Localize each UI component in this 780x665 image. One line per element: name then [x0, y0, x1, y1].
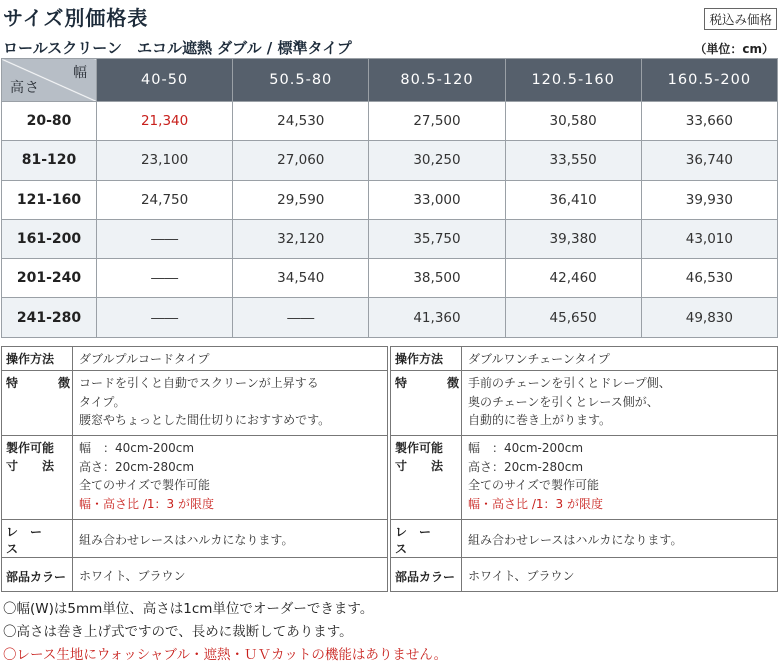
size-line: 全てのサイズで製作可能	[468, 478, 600, 492]
spec-label-feature-a: 特	[6, 376, 19, 390]
corner-header	[2, 59, 97, 102]
page-title: サイズ別価格表	[3, 6, 149, 30]
spec-row-feature	[2, 371, 388, 436]
table-row	[2, 180, 778, 219]
width-axis-label: 幅	[73, 65, 88, 81]
product-subtitle: ロールスクリーン エコル遮熱 ダブル / 標準タイプ	[3, 39, 352, 57]
height-row-header: 161-200	[2, 219, 97, 258]
spec-value-feature	[73, 371, 388, 436]
size-line: 幅 ：40cm-200cm	[79, 441, 195, 455]
price-cell: 49,830	[641, 298, 777, 337]
spec-value-lace: 組み合わせレースはハルカになります。	[462, 520, 778, 558]
note-item-warning: 〇レース生地にウォッシャブル・遮熱・ＵＶカットの機能はありません。	[3, 647, 448, 663]
price-cell: 27,060	[233, 141, 369, 180]
price-cell: 42,460	[505, 259, 641, 298]
spec-label-feature-b: 徴	[57, 376, 70, 390]
spec-label-size-a: 製作可能	[6, 441, 55, 455]
spec-row-color	[2, 558, 388, 592]
price-cell: 46,530	[641, 259, 777, 298]
price-cell: ――	[97, 298, 233, 337]
price-cell: 33,660	[641, 102, 777, 141]
spec-label-lace: レース	[2, 520, 73, 558]
feature-line: 自動的に巻き上がります。	[468, 413, 612, 427]
spec-value-lace: 組み合わせレースはハルカになります。	[73, 520, 388, 558]
spec-value-color: ホワイト、ブラウン	[73, 558, 388, 592]
price-cell: 30,250	[369, 141, 505, 180]
price-cell: 33,550	[505, 141, 641, 180]
price-cell: 45,650	[505, 298, 641, 337]
price-cell: 27,500	[369, 102, 505, 141]
price-cell: 43,010	[641, 219, 777, 258]
price-cell: 24,530	[233, 102, 369, 141]
feature-line: 腰窓やちょっとした間仕切りにおすすめです。	[79, 413, 331, 427]
spec-label-feature	[391, 371, 462, 436]
spec-row-operation	[391, 347, 778, 371]
table-row	[2, 141, 778, 180]
width-column-header: 160.5-200	[641, 59, 777, 102]
spec-label-color: 部品カラー	[391, 558, 462, 592]
price-cell: 33,000	[369, 180, 505, 219]
spec-row-operation	[2, 347, 388, 371]
price-cell: 38,500	[369, 259, 505, 298]
spec-row-feature	[391, 371, 778, 436]
spec-value-size	[462, 436, 778, 520]
width-column-header: 50.5-80	[233, 59, 369, 102]
height-axis-label: 高さ	[10, 80, 40, 96]
spec-label-feature-a: 特	[395, 376, 408, 390]
price-cell: 30,580	[505, 102, 641, 141]
feature-line: 手前のチェーンを引くとドレープ側、	[468, 376, 671, 390]
feature-line: 奥のチェーンを引くとレース側が、	[468, 394, 659, 409]
spec-label-size	[391, 436, 462, 520]
size-line: 高さ：20cm-280cm	[79, 459, 195, 474]
width-column-header: 120.5-160	[505, 59, 641, 102]
price-table	[1, 58, 778, 338]
width-column-header: 40-50	[97, 59, 233, 102]
size-line: 幅 ：40cm-200cm	[468, 441, 584, 455]
price-cell: 39,930	[641, 180, 777, 219]
size-ratio-note: 幅・高さ比 /1：3 が限度	[79, 496, 214, 511]
width-column-header: 80.5-120	[369, 59, 505, 102]
spec-row-lace	[2, 520, 388, 558]
spec-label-color: 部品カラー	[2, 558, 73, 592]
price-cell: 23,100	[97, 141, 233, 180]
spec-value-operation: ダブルワンチェーンタイプ	[462, 347, 778, 371]
spec-label-feature-b: 徴	[446, 376, 459, 390]
spec-value-feature	[462, 371, 778, 436]
spec-row-size	[2, 436, 388, 520]
table-row	[2, 102, 778, 141]
height-row-header: 121-160	[2, 180, 97, 219]
price-cell: 32,120	[233, 219, 369, 258]
spec-row-lace	[391, 520, 778, 558]
unit-label: （単位：cm）	[694, 42, 774, 56]
spec-label-size-a: 製作可能	[395, 441, 444, 455]
price-cell: 34,540	[233, 259, 369, 298]
spec-value-operation: ダブルプルコードタイプ	[73, 347, 388, 371]
spec-label-size-b: 寸 法	[6, 459, 55, 473]
height-row-header: 20-80	[2, 102, 97, 141]
spec-label-size	[2, 436, 73, 520]
price-cell: 36,740	[641, 141, 777, 180]
spec-label-lace: レース	[391, 520, 462, 558]
spec-row-color	[391, 558, 778, 592]
table-row	[2, 259, 778, 298]
note-item: 〇高さは巻き上げ式ですので、長めに裁断してあります。	[3, 624, 353, 640]
feature-line: タイプ。	[79, 394, 126, 409]
price-cell: ――	[233, 298, 369, 337]
price-cell: 35,750	[369, 219, 505, 258]
price-cell: 21,340	[97, 102, 233, 141]
height-row-header: 201-240	[2, 259, 97, 298]
price-cell: 39,380	[505, 219, 641, 258]
feature-line: コードを引くと自動でスクリーンが上昇する	[79, 376, 319, 390]
spec-label-operation: 操作方法	[391, 347, 462, 371]
spec-label-size-b: 寸 法	[395, 459, 444, 473]
spec-table-left	[1, 346, 388, 592]
size-line: 高さ：20cm-280cm	[468, 459, 584, 474]
table-row	[2, 219, 778, 258]
table-row	[2, 298, 778, 337]
price-cell: ――	[97, 259, 233, 298]
tax-included-badge: 税込み価格	[704, 8, 777, 30]
notes-list	[3, 598, 447, 665]
price-table-header-row	[2, 59, 778, 102]
spec-row-size	[391, 436, 778, 520]
spec-table-right	[390, 346, 778, 592]
note-item: 〇幅(W)は5mm単位、高さは1cm単位でオーダーできます。	[3, 601, 374, 617]
size-line: 全てのサイズで製作可能	[79, 478, 211, 492]
price-cell: 24,750	[97, 180, 233, 219]
spec-value-size	[73, 436, 388, 520]
height-row-header: 241-280	[2, 298, 97, 337]
height-row-header: 81-120	[2, 141, 97, 180]
price-cell: ――	[97, 219, 233, 258]
price-cell: 29,590	[233, 180, 369, 219]
spec-label-feature	[2, 371, 73, 436]
price-cell: 41,360	[369, 298, 505, 337]
spec-value-color: ホワイト、ブラウン	[462, 558, 778, 592]
price-cell: 36,410	[505, 180, 641, 219]
spec-label-operation: 操作方法	[2, 347, 73, 371]
size-ratio-note: 幅・高さ比 /1：3 が限度	[468, 496, 603, 511]
